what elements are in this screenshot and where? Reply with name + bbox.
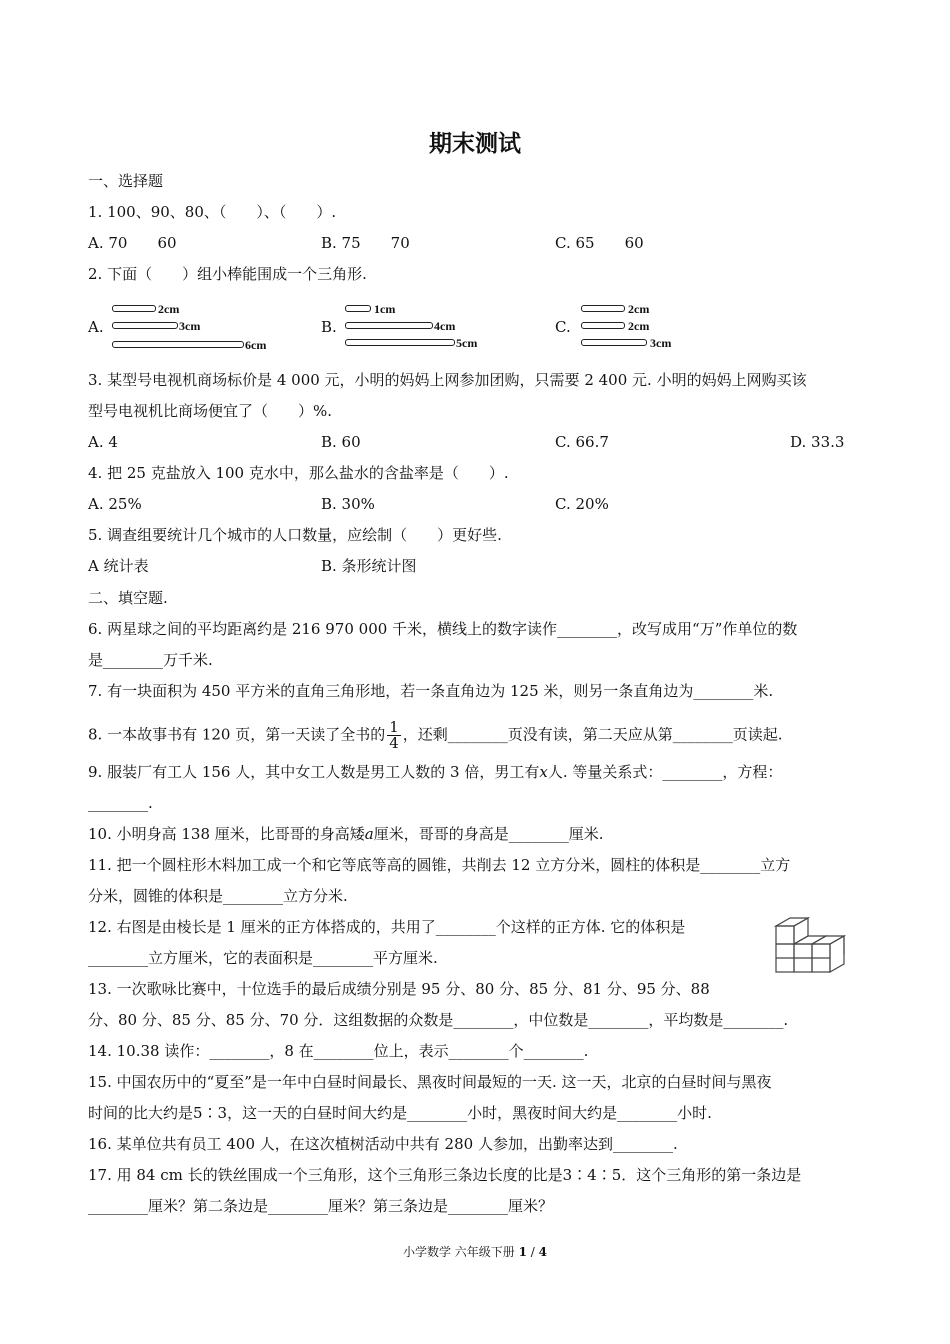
option-5a: A 统计表 [88,557,149,575]
fraction-denominator: 4 [389,734,399,752]
footer-text: 小学数学 六年级下册 [402,1245,519,1259]
question-7: 7. 有一块面积为 450 平方米的直角三角形地，若一条直角边为 125 米，则另一条直角边为________米. [88,682,774,700]
stick-label: 2cm [628,319,650,333]
option-2a: A. [88,318,104,336]
question-4: 4. 把 25 克盐放入 100 克水中，那么盐水的含盐率是（ ）. [88,464,509,482]
option-4c: C. 20% [555,495,609,513]
option-4a: A. 25% [88,495,142,513]
variable-a: a [364,825,374,843]
fraction [387,720,401,751]
question-6-line2: 是________万千米. [88,651,213,669]
stick-label: 2cm [158,302,180,316]
question-2: 2. 下面（ ）组小棒能围成一个三角形. [88,265,367,283]
option-1c: C. 65 60 [555,234,644,252]
page-separator: / [526,1245,539,1259]
option-3d: D. 33.3 [790,433,845,451]
question-8 [88,720,783,751]
section-heading-fill: 二、填空题. [88,589,168,607]
question-9-post: 人. 等量关系式：________，方程： [547,763,783,781]
stick [345,305,371,312]
stick-label: 3cm [650,336,672,350]
stick-label: 2cm [628,302,650,316]
question-8-post: ，还剩________页没有读，第二天应从第________页读起. [402,725,783,744]
stick-label: 5cm [456,336,478,350]
question-1: 1. 100、90、80、（ ）、（ ）. [88,203,337,221]
stick [112,341,244,348]
page-number: 1 [518,1245,527,1259]
cube-stack-figure [768,912,852,976]
question-10-pre: 10. 小明身高 138 厘米，比哥哥的身高矮 [88,825,365,843]
option-2c: C. [555,318,571,336]
question-6-line1: 6. 两星球之间的平均距离约是 216 970 000 千米，横线上的数字读作________，改写成用“万”作单位的数 [88,620,798,638]
stick [581,322,625,329]
question-15-line2: 时间的比大约是5∶3，这一天的白昼时间大约是________小时，黑夜时间大约是________小时. [88,1104,712,1122]
stick [345,339,455,346]
question-12-line1: 12. 右图是由棱长是 1 厘米的正方体搭成的，共用了________个这样的正方体. 它的体积是 [88,918,686,936]
question-10 [88,824,604,844]
option-3c: C. 66.7 [555,433,609,451]
question-11-line1: 11. 把一个圆柱形木料加工成一个和它等底等高的圆锥，共削去 12 立方分米，圆柱的体积是________立方 [88,856,791,874]
question-8-pre: 8. 一本故事书有 120 页，第一天读了全书的 [88,725,386,744]
option-3b: B. 60 [321,433,361,451]
question-10-post: 厘米，哥哥的身高是________厘米. [373,825,604,843]
question-3-line1: 3. 某型号电视机商场标价是 4 000 元，小明的妈妈上网参加团购，只需要 2 400 元. 小明的妈妈上网购买该 [88,371,807,389]
option-5b: B. 条形统计图 [321,557,417,575]
stick-label: 6cm [245,338,267,352]
question-17-line1: 17. 用 84 cm 长的铁丝围成一个三角形，这个三角形三条边长度的比是3∶4∶5．这个三角形的第一条边是 [88,1166,802,1184]
question-9-pre: 9. 服装厂有工人 156 人，其中女工人数是男工人数的 3 倍，男工有 [88,763,540,781]
variable-x: x [539,763,548,781]
section-heading-choice: 一、选择题 [88,172,164,190]
question-9-line2: ________. [88,794,153,812]
stick [581,339,647,346]
stick [345,322,433,329]
question-5: 5. 调查组要统计几个城市的人口数量，应绘制（ ）更好些. [88,526,502,544]
stick-label: 3cm [179,319,201,333]
stick-label: 1cm [374,302,396,316]
question-3-line2: 型号电视机比商场便宜了（ ）%. [88,402,333,420]
page-total: 4 [538,1245,548,1259]
stick [581,305,625,312]
fraction-numerator: 1 [389,718,399,736]
stick [112,305,156,312]
stick-label: 4cm [434,319,456,333]
question-16: 16. 某单位共有员工 400 人，在这次植树活动中共有 280 人参加，出勤率达到________. [88,1135,678,1153]
question-9-line1 [88,762,782,782]
question-14: 14. 10.38 读作：________，8 在________位上，表示________个________. [88,1042,589,1060]
option-3a: A. 4 [88,433,118,451]
question-13-line1: 13. 一次歌咏比赛中，十位选手的最后成绩分别是 95 分、80 分、85 分、81 分、95 分、88 [88,980,710,998]
question-13-line2: 分、80 分、85 分、85 分、70 分．这组数据的众数是________，中位数是________，平均数是________. [88,1011,789,1029]
option-1a: A. 70 60 [88,234,177,252]
page-footer [0,1243,950,1260]
question-11-line2: 分米，圆锥的体积是________立方分米. [88,887,348,905]
question-12-line2: ________立方厘米，它的表面积是________平方厘米. [88,949,438,967]
option-1b: B. 75 70 [321,234,410,252]
page-title: 期末测试 [429,131,521,157]
option-2b: B. [321,318,337,336]
stick [112,322,178,329]
question-15-line1: 15. 中国农历中的“夏至”是一年中白昼时间最长、黑夜时间最短的一天. 这一天，北京的白昼时间与黑夜 [88,1073,772,1091]
question-17-line2: ________厘米？第二条边是________厘米？第三条边是________厘米？ [88,1197,554,1215]
option-4b: B. 30% [321,495,375,513]
